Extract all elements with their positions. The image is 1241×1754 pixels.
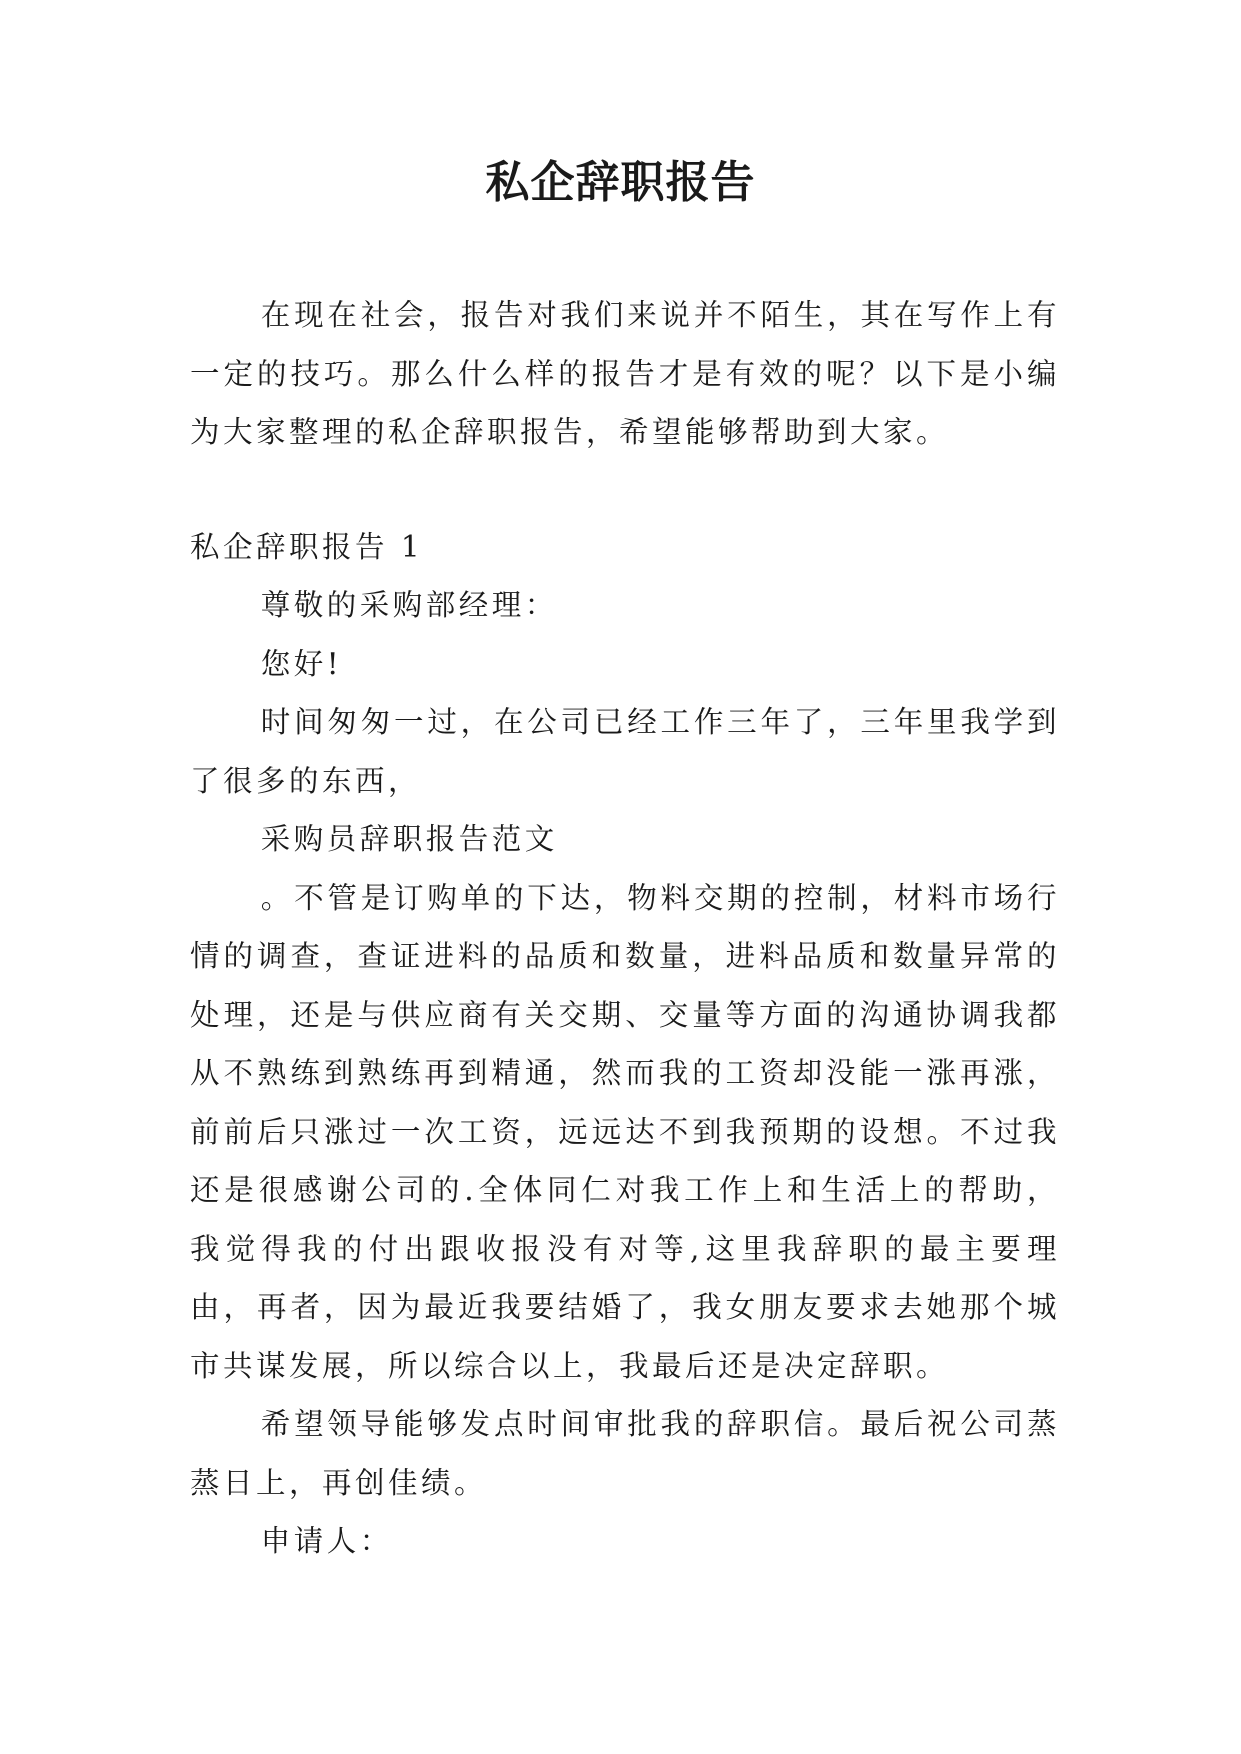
document-body xyxy=(190,286,1060,1571)
greeting: 您好! xyxy=(260,646,343,681)
body-paragraph-1: 时间匆匆一过，在公司已经工作三年了，三年里我学到了很多的东西， xyxy=(190,705,1060,798)
spacer xyxy=(190,462,1060,518)
intro-paragraph: 在现在社会，报告对我们来说并不陌生，其在写作上有一定的技巧。那么什么样的报告才是有效的呢？以下是小编为大家整理的私企辞职报告，希望能够帮助到大家。 xyxy=(190,298,1060,449)
section-heading: 私企辞职报告 1 xyxy=(190,529,424,564)
page-title: 私企辞职报告 xyxy=(485,157,756,208)
inserted-link-text: 采购员辞职报告范文 xyxy=(260,822,558,856)
salutation: 尊敬的采购部经理： xyxy=(260,588,558,622)
body-paragraph-3: 希望领导能够发点时间审批我的辞职信。最后祝公司蒸蒸日上，再创佳绩。 xyxy=(190,1407,1060,1500)
body-paragraph-2: 。不管是订购单的下达，物料交期的控制，材料市场行情的调查，查证进料的品质和数量，进料品质和数量异常的处理，还是与供应商有关交期、交量等方面的沟通协调我都从不熟练到熟练再到精通，然而我的工资却没能一涨再涨，前前后只涨过一次工资，远远达不到我预期的设想。不过我还是很感谢公司的.全体同仁对我工作上和生活上的帮助，我觉得我的付出跟收报没有对等,这里我辞职的最主要理由，再者，因为最近我要结婚了，我女朋友要求去她那个城市共谋发展，所以综合以上，我最后还是决定辞职。 xyxy=(190,880,1060,1383)
signature-label: 申请人： xyxy=(260,1524,393,1558)
